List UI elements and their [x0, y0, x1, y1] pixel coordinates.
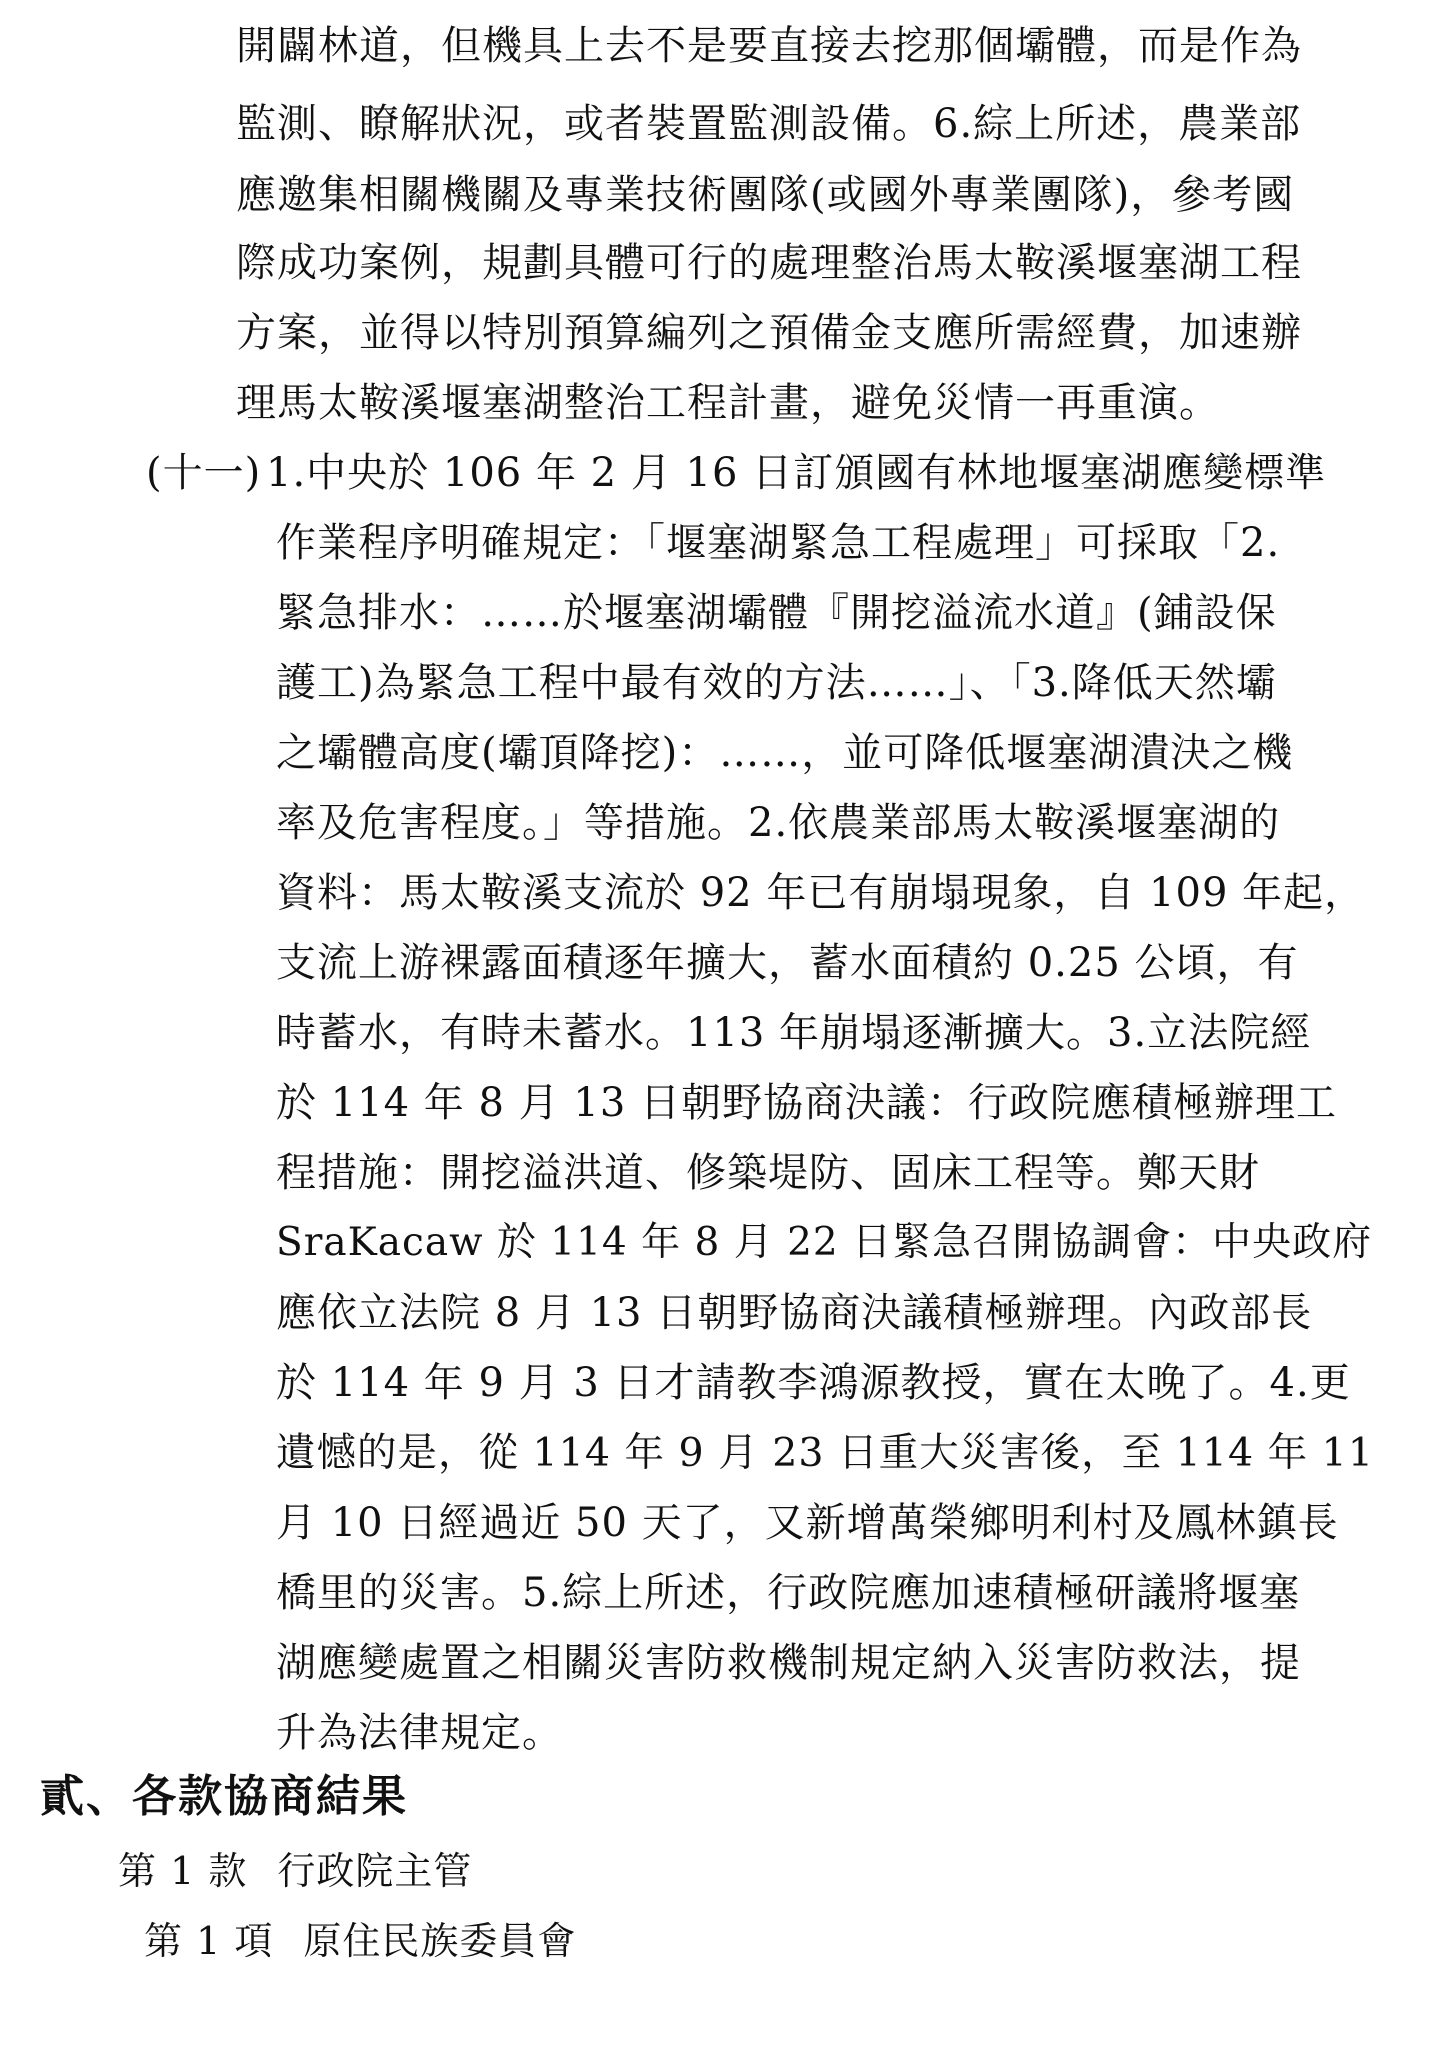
item-line: 月 10 日經過近 50 天了，又新增萬榮鄉明利村及鳳林鎮長 — [276, 1500, 1339, 1546]
item-row — [144, 1917, 576, 1965]
item-label: 第 1 項 — [144, 1919, 274, 1963]
paragraph-line: 監測、瞭解狀況，或者裝置監測設備。6.綜上所述，農業部 — [236, 101, 1302, 147]
paragraph-line: 方案，並得以特別預算編列之預備金支應所需經費，加速辦 — [236, 310, 1302, 356]
item-line: 升為法律規定。 — [276, 1710, 563, 1756]
clause-label: 第 1 款 — [118, 1849, 248, 1893]
item-line: 時蓄水，有時未蓄水。113 年崩塌逐漸擴大。3.立法院經 — [276, 1010, 1312, 1056]
paragraph-line: 理馬太鞍溪堰塞湖整治工程計畫，避免災情一再重演。 — [236, 380, 1220, 426]
item-line: 湖應變處置之相關災害防救機制規定納入災害防救法，提 — [276, 1640, 1301, 1686]
item-line: 護工)為緊急工程中最有效的方法……」、「3.降低天然壩 — [276, 660, 1277, 706]
paragraph-line: 開闢林道，但機具上去不是要直接去挖那個壩體，而是作為 — [236, 23, 1302, 69]
item-number-label: (十一) — [146, 450, 262, 496]
item-line: SraKacaw 於 114 年 8 月 22 日緊急召開協調會：中央政府 — [276, 1220, 1373, 1265]
item-line: 緊急排水：……於堰塞湖壩體『開挖溢流水道』(鋪設保 — [276, 590, 1277, 636]
item-line: 程措施：開挖溢洪道、修築堤防、固床工程等。鄭天財 — [276, 1150, 1260, 1196]
item-text: 原住民族委員會 — [303, 1919, 577, 1963]
item-line: 率及危害程度。」等措施。2.依農業部馬太鞍溪堰塞湖的 — [276, 800, 1281, 846]
paragraph-line: 際成功案例，規劃具體可行的處理整治馬太鞍溪堰塞湖工程 — [236, 240, 1302, 286]
item-line: 橋里的災害。5.綜上所述，行政院應加速積極研議將堰塞 — [276, 1570, 1301, 1616]
clause-row — [118, 1847, 472, 1895]
item-line: 於 114 年 9 月 3 日才請教李鴻源教授，實在太晚了。4.更 — [276, 1360, 1351, 1406]
item-line: 1.中央於 106 年 2 月 16 日訂頒國有林地堰塞湖應變標準 — [266, 450, 1327, 496]
item-line: 應依立法院 8 月 13 日朝野協商決議積極辦理。內政部長 — [276, 1290, 1313, 1336]
item-line: 支流上游裸露面積逐年擴大，蓄水面積約 0.25 公頃，有 — [276, 940, 1299, 986]
item-line: 於 114 年 8 月 13 日朝野協商決議：行政院應積極辦理工 — [276, 1080, 1337, 1126]
section-heading: 貳、各款協商結果 — [40, 1771, 408, 1822]
item-line: 作業程序明確規定：「堰塞湖緊急工程處理」可採取「2. — [276, 520, 1281, 566]
clause-text: 行政院主管 — [277, 1849, 473, 1893]
item-line: 遺憾的是，從 114 年 9 月 23 日重大災害後，至 114 年 11 — [276, 1430, 1374, 1476]
item-line: 之壩體高度(壩頂降挖)：……，並可降低堰塞湖潰決之機 — [276, 730, 1294, 776]
item-line: 資料：馬太鞍溪支流於 92 年已有崩塌現象，自 109 年起， — [276, 870, 1366, 916]
paragraph-line: 應邀集相關機關及專業技術團隊(或國外專業團隊)，參考國 — [236, 172, 1295, 218]
